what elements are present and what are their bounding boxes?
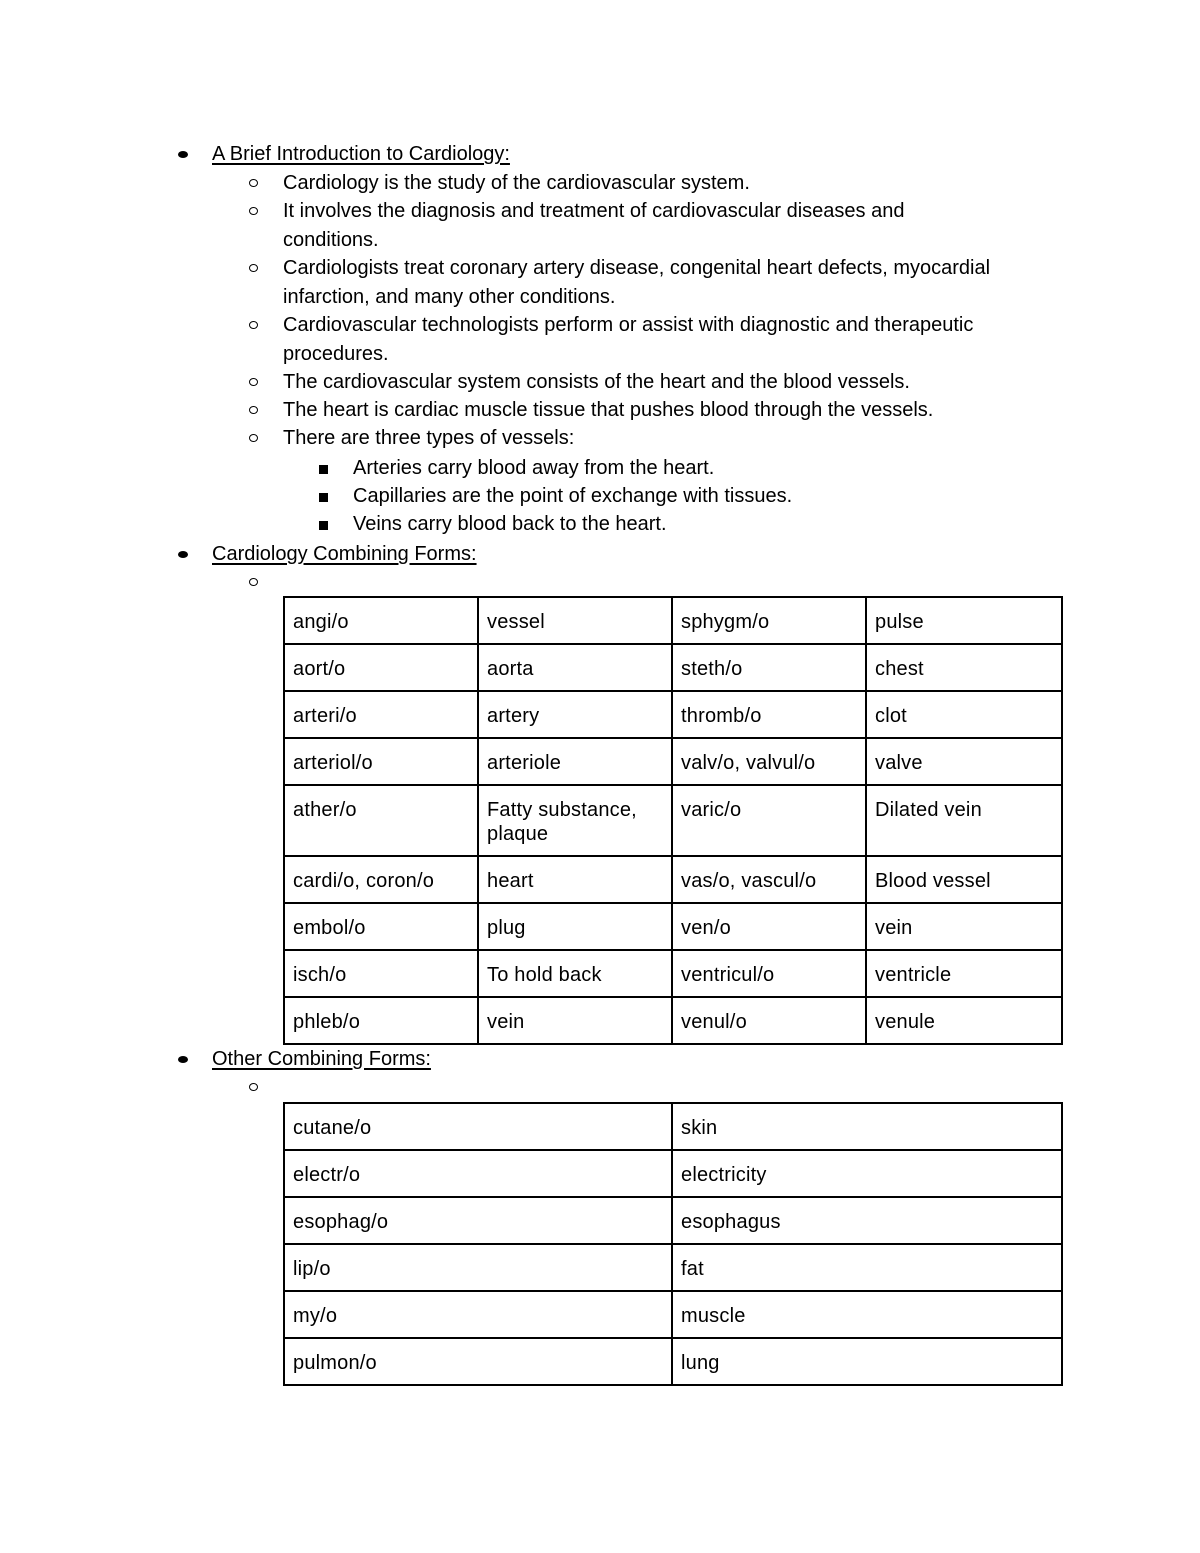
bullet-circle-icon [249, 321, 258, 329]
table-cell: esophag/o [284, 1197, 672, 1244]
table-cell: cardi/o, coron/o [284, 856, 478, 903]
table-cell: pulmon/o [284, 1338, 672, 1385]
table-cell: angi/o [284, 597, 478, 644]
table-row [284, 1338, 1062, 1385]
table-row [284, 597, 1062, 644]
bullet-circle-icon [249, 1083, 258, 1091]
list-item: Cardiovascular technologists perform or assist with diagnostic and therapeutic procedures. [283, 314, 974, 365]
table-cell: valv/o, valvul/o [672, 738, 866, 785]
bullet-circle-icon [249, 578, 258, 586]
table-row [284, 950, 1062, 997]
list-item: The heart is cardiac muscle tissue that pushes blood through the vessels. [283, 399, 934, 421]
sub-list-item: Capillaries are the point of exchange with tissues. [353, 485, 793, 507]
list-item: Cardiologists treat coronary artery disease, congenital heart defects, myocardial infarction, and many other conditions. [283, 257, 991, 308]
bullet-square-icon [319, 465, 328, 474]
table-cell: skin [672, 1103, 1062, 1150]
sub-list-item: Veins carry blood back to the heart. [353, 513, 667, 535]
cardiology-forms-table [283, 596, 1063, 1045]
table-cell: vessel [478, 597, 672, 644]
table-cell: electricity [672, 1150, 1062, 1197]
bullet-circle-icon [249, 434, 258, 442]
table-cell: vas/o, vascul/o [672, 856, 866, 903]
table-cell: clot [866, 691, 1062, 738]
bullet-circle-icon [249, 179, 258, 187]
section-heading-other-forms: Other Combining Forms: [212, 1048, 431, 1070]
table-cell: electr/o [284, 1150, 672, 1197]
table-cell: arteri/o [284, 691, 478, 738]
table-row [284, 1197, 1062, 1244]
table-cell: aort/o [284, 644, 478, 691]
table-cell: plug [478, 903, 672, 950]
table-row [284, 1103, 1062, 1150]
table-cell: ather/o [284, 785, 478, 856]
table-row [284, 903, 1062, 950]
bullet-disc-icon [178, 551, 188, 558]
table-cell: ven/o [672, 903, 866, 950]
list-item: There are three types of vessels: [283, 427, 575, 449]
table-cell: phleb/o [284, 997, 478, 1044]
table-row [284, 738, 1062, 785]
bullet-circle-icon [249, 207, 258, 215]
list-item: It involves the diagnosis and treatment of cardiovascular diseases and conditions. [283, 200, 905, 251]
table-cell: embol/o [284, 903, 478, 950]
table-cell: heart [478, 856, 672, 903]
table-cell: fat [672, 1244, 1062, 1291]
table-cell: muscle [672, 1291, 1062, 1338]
table-cell: arteriol/o [284, 738, 478, 785]
table-cell: lip/o [284, 1244, 672, 1291]
table-row [284, 785, 1062, 856]
table-row [284, 1291, 1062, 1338]
section-heading-intro: A Brief Introduction to Cardiology: [212, 143, 510, 165]
bullet-disc-icon [178, 1056, 188, 1063]
table-cell: Fatty substance, plaque [478, 785, 672, 856]
table-cell: thromb/o [672, 691, 866, 738]
bullet-circle-icon [249, 406, 258, 414]
table-cell: venule [866, 997, 1062, 1044]
table-cell: esophagus [672, 1197, 1062, 1244]
table-row [284, 1150, 1062, 1197]
table-row [284, 691, 1062, 738]
table-cell: lung [672, 1338, 1062, 1385]
bullet-disc-icon [178, 151, 188, 158]
table-cell: my/o [284, 1291, 672, 1338]
other-forms-table [283, 1102, 1063, 1386]
table-cell: varic/o [672, 785, 866, 856]
section-heading-cardiology-forms: Cardiology Combining Forms: [212, 543, 477, 565]
table-cell: steth/o [672, 644, 866, 691]
table-row [284, 856, 1062, 903]
table-cell: ventricle [866, 950, 1062, 997]
table-row [284, 997, 1062, 1044]
table-cell: To hold back [478, 950, 672, 997]
table-cell: pulse [866, 597, 1062, 644]
table-cell: vein [478, 997, 672, 1044]
table-cell: isch/o [284, 950, 478, 997]
list-item: The cardiovascular system consists of the heart and the blood vessels. [283, 371, 910, 393]
table-row [284, 1244, 1062, 1291]
table-cell: aorta [478, 644, 672, 691]
table-cell: Dilated vein [866, 785, 1062, 856]
table-cell: vein [866, 903, 1062, 950]
table-cell: Blood vessel [866, 856, 1062, 903]
list-item: Cardiology is the study of the cardiovascular system. [283, 172, 750, 194]
bullet-circle-icon [249, 378, 258, 386]
table-row [284, 644, 1062, 691]
bullet-square-icon [319, 493, 328, 502]
table-cell: arteriole [478, 738, 672, 785]
table-cell: sphygm/o [672, 597, 866, 644]
sub-list-item: Arteries carry blood away from the heart. [353, 457, 715, 479]
bullet-circle-icon [249, 264, 258, 272]
table-cell: chest [866, 644, 1062, 691]
table-cell: ventricul/o [672, 950, 866, 997]
table-cell: valve [866, 738, 1062, 785]
bullet-square-icon [319, 521, 328, 530]
table-cell: venul/o [672, 997, 866, 1044]
table-cell: cutane/o [284, 1103, 672, 1150]
table-cell: artery [478, 691, 672, 738]
